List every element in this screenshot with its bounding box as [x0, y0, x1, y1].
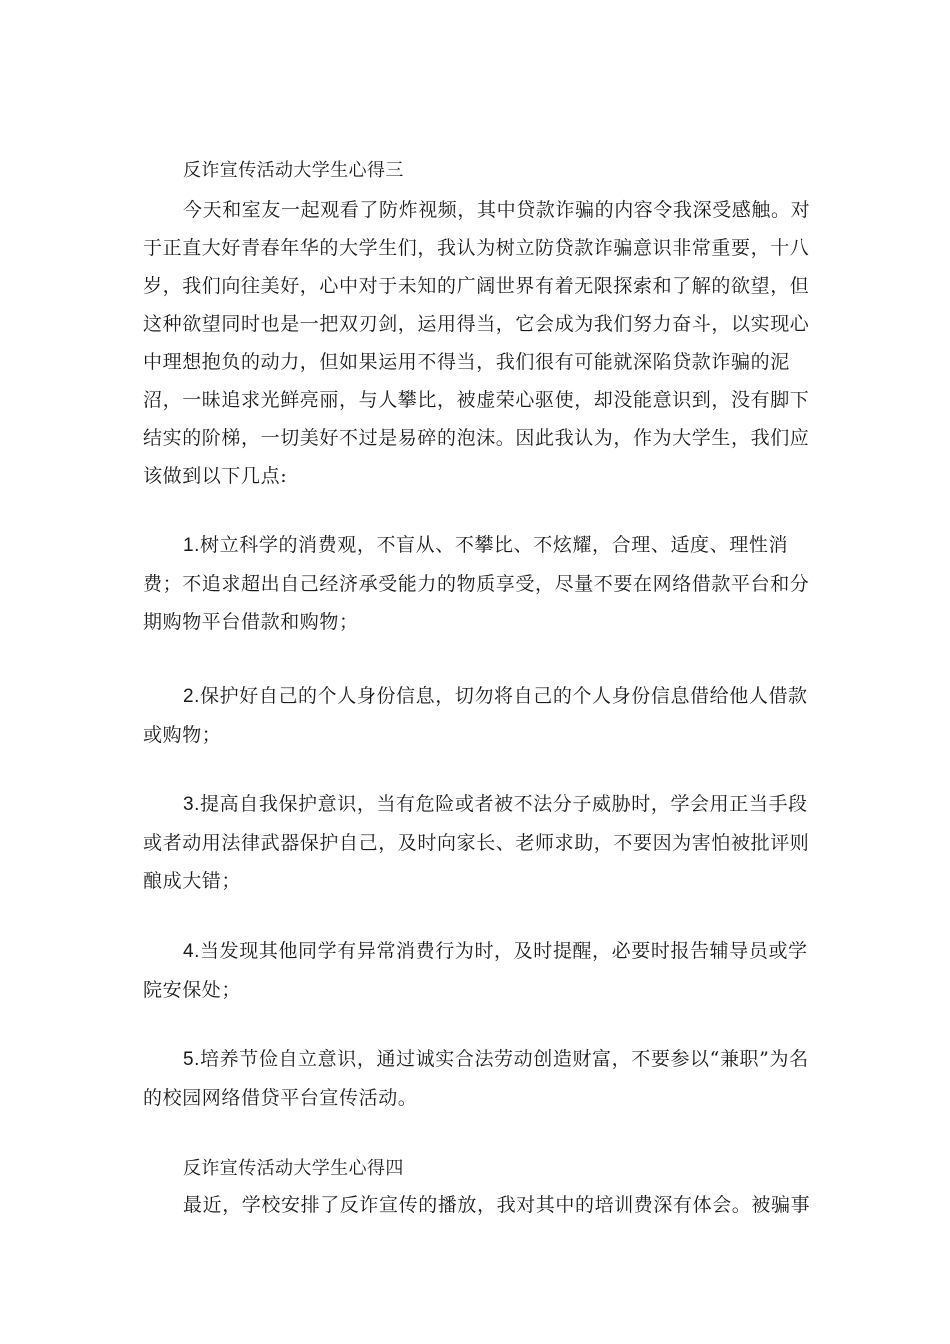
section-3-title: 反诈宣传活动大学生心得三 — [183, 160, 404, 181]
point-2-number: 2. — [183, 686, 201, 707]
point-5-text: 培养节俭自立意识，通过诚实合法劳动创造财富，不要参以“兼职”为名的校园网络借贷平台宣传活动。 — [143, 1048, 809, 1109]
point-5-paragraph — [143, 1040, 813, 1117]
point-3-number: 3. — [183, 794, 201, 815]
point-2-paragraph — [143, 677, 813, 754]
point-2-text: 保护好自己的个人身份信息，切勿将自己的个人身份信息借给他人借款或购物； — [143, 685, 808, 746]
point-3-paragraph — [143, 785, 813, 900]
point-4-paragraph — [143, 932, 813, 1009]
section-4-intro-paragraph: 最近，学校安排了反诈宣传的播放，我对其中的培训费深有体会。被骗事 — [183, 1194, 811, 1216]
point-1-paragraph — [143, 526, 813, 641]
point-4-text: 当发现其他同学有异常消费行为时，及时提醒，必要时报告辅导员或学院安保处； — [143, 940, 808, 1001]
point-3-text: 提高自我保护意识，当有危险或者被不法分子威胁时，学会用正当手段或者动用法律武器保护自己，及时向家长、老师求助，不要因为害怕被批评则酿成大错； — [143, 793, 810, 892]
section-4-title: 反诈宣传活动大学生心得四 — [183, 1158, 404, 1179]
section-3-intro-paragraph: 今天和室友一起观看了防炸视频，其中贷款诈骗的内容令我深受感触。对于正直大好青春年华的大学生们，我认为树立防贷款诈骗意识非常重要，十八岁，我们向往美好，心中对于未知的广阔世界有着无限探索和了解的欲望，但这种欲望同时也是一把双刃剑，运用得当，它会成为我们努力奋斗，以实现心中理想抱负的动力，但如果运用不得当，我们很有可能就深陷贷款诈骗的泥沼，一昧追求光鲜亮丽，与人攀比，被虚荣心驱使，却没能意识到，没有脚下结实的阶梯，一切美好不过是易碎的泡沫。因此我认为，作为大学生，我们应该做到以下几点: — [143, 199, 811, 487]
point-1-text: 树立科学的消费观，不盲从、不攀比、不炫耀，合理、适度、理性消费；不追求超出自己经济承受能力的物质享受，尽量不要在网络借款平台和分期购物平台借款和购物； — [143, 534, 810, 633]
point-1-number: 1. — [183, 535, 201, 556]
point-4-number: 4. — [183, 941, 201, 962]
point-5-number: 5. — [183, 1049, 201, 1070]
